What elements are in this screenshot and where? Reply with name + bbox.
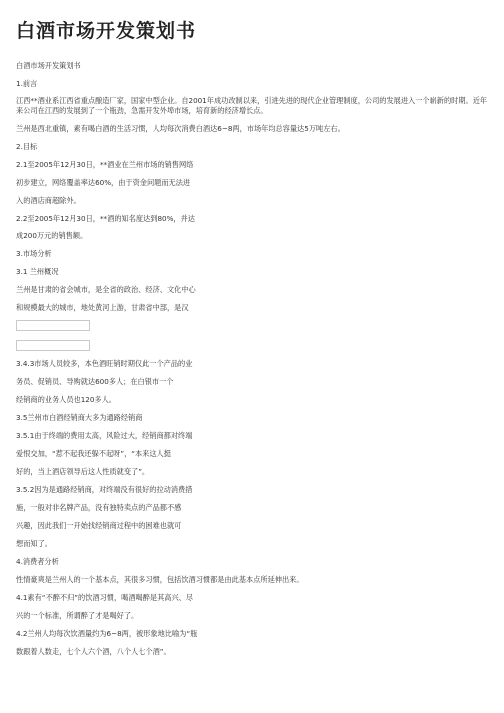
text-line: 兰州是甘肃的省会城市，是全省的政治、经济、文化中心 xyxy=(16,285,196,294)
text-line: 数跟着人数走，七个人六个酒，八个人七个酒”。 xyxy=(16,647,171,656)
section-heading-intro: 1.前言 xyxy=(16,79,38,88)
text-line: 3.5.2因为是通路经销商，对终端没有很好的拉动消费措 xyxy=(16,485,193,494)
text-line: 入的酒店商超除外。 xyxy=(16,196,81,205)
text-line: 初步建立，网络覆盖率达60%，由于资金问题而无法进 xyxy=(16,178,191,187)
text-line: 好的，当上酒店领导后这人性质就变了”。 xyxy=(16,467,150,476)
text-line: 2.2至2005年12月30日，**酒的知名度达到80%，并达 xyxy=(16,214,195,223)
image-placeholder xyxy=(16,320,90,331)
text-line: 成200万元的销售额。 xyxy=(16,231,88,240)
text-line: 务员、促销员、导购就达600多人；在白银市一个 xyxy=(16,377,174,386)
text-line: 兴趣，因此我们一开始找经销商过程中的困难也就可 xyxy=(16,521,182,530)
section-heading-market: 3.市场分析 xyxy=(16,249,52,258)
subheading-distributors: 3.5兰州市白酒经销商大多为通路经销商 xyxy=(16,413,143,422)
paragraph-intro: 江西**酒业系江西省重点酿造厂家，国家中型企业。自2001年成功改制以来，引进先进的现代企业管理制度，公司的发展进入一个崭新的时期。近年来公司在江西的发展到了一个瓶劲，急需开发外埠市场，培育新的经济增长点。 xyxy=(16,96,488,115)
text-line: 想而知了。 xyxy=(16,539,52,548)
text-line: 4.1素有“不醉不归”的饮酒习惯，喝酒喝醉是其高兴、尽 xyxy=(16,593,194,602)
text-line: 经销商的业务人员也120多人。 xyxy=(16,395,116,404)
image-placeholder xyxy=(16,340,90,351)
section-heading-goals: 2.目标 xyxy=(16,142,38,151)
subheading-lanzhou: 3.1 兰州概况 xyxy=(16,267,59,276)
paragraph-lanzhou-intro: 兰州是西北重镇，素有喝白酒的生活习惯，人均每次消费白酒达6~8两，市场年均总容量达5万吨左右。 xyxy=(16,124,345,133)
text-line: 3.4.3市场人员较多，本色酒旺销时期仅此一个产品的业 xyxy=(16,359,193,368)
text-line: 3.5.1由于终端的费用太高，风险过大，经销商都对终端 xyxy=(16,431,193,440)
subtitle: 白酒市场开发策划书 xyxy=(16,61,81,70)
text-line: 和规模最大的城市，地处黄河上游，甘肃省中部，是汉 xyxy=(16,303,189,312)
paragraph-consumers: 性情豪爽是兰州人的一个基本点，其很多习惯，包括饮酒习惯都是由此基本点所延伸出来。 xyxy=(16,575,304,584)
document-page xyxy=(16,18,490,656)
text-line: 4.2兰州人均每次饮酒量约为6~8两，被形象地比喻为“瓶 xyxy=(16,629,198,638)
text-line: 2.1至2005年12月30日，**酒业在兰州市场的销售网络 xyxy=(16,160,194,169)
text-line: 爱恨交加，“惹不起我还躲不起呀”，“本来这人挺 xyxy=(16,449,171,458)
text-line: 施，一般对非名牌产品，没有独特卖点的产品都不感 xyxy=(16,503,182,512)
section-heading-consumers: 4.消费者分析 xyxy=(16,557,59,566)
text-line: 兴的一个标准，所谓醉了才是喝好了。 xyxy=(16,611,139,620)
document-title: 白酒市场开发策划书 xyxy=(16,20,197,42)
